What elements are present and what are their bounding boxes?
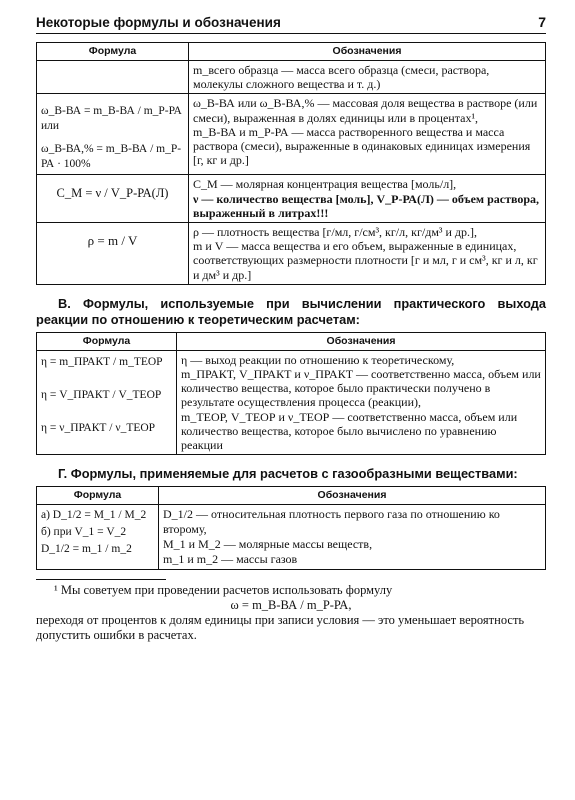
notation-cell xyxy=(159,505,546,570)
gas-masses-text: m_1 и m_2 — массы газов xyxy=(163,552,298,567)
table-row xyxy=(37,175,546,223)
formula-cell xyxy=(37,505,159,570)
molar-concentration-formula: C_M = ν / V_Р-РА(Л) xyxy=(56,186,169,201)
table-row xyxy=(37,223,546,285)
formula-cell xyxy=(37,350,177,454)
formula-cell xyxy=(37,61,189,94)
table-row xyxy=(37,61,546,94)
yield-amount-formula: η = ν_ПРАКТ / ν_ТЕОР xyxy=(41,421,156,434)
column-header-formula: Формула xyxy=(37,332,177,350)
page xyxy=(36,14,546,643)
equal-volume-condition: б) при V_1 = V_2 xyxy=(41,526,127,539)
column-header-notation: Обозначения xyxy=(189,43,546,61)
formula-cell xyxy=(37,94,189,175)
column-header-notation: Обозначения xyxy=(177,332,546,350)
mass-volume-text: m и V — масса вещества и его объем, выраженные в единицах, соответствующих размерности плотности [г и мл, г и см³, кг и л, кг и дм³ и др.] xyxy=(193,239,538,282)
formula-cell xyxy=(37,223,189,285)
mass-fraction-text: ω_В-ВА или ω_В-ВА,% — массовая доля вещества в растворе (или смеси), выраженная в долях единицы или в процентах¹, xyxy=(193,96,538,125)
footnote-divider xyxy=(36,579,166,580)
formula-cell xyxy=(37,175,189,223)
theoretical-text: m_ТЕОР, V_ТЕОР и ν_ТЕОР — соответственно масса, объем или количество вещества, которое было вычислено по уравнению реакции xyxy=(181,409,518,453)
section-b-title: В. Формулы, используемые при вычислении практического выхода реакции по отношению к теоретическим расчетам: xyxy=(36,295,546,327)
table-row xyxy=(37,505,546,570)
yield-volume-formula: η = V_ПРАКТ / V_ТЕОР xyxy=(41,388,162,401)
yield-text: η — выход реакции по отношению к теоретическому, xyxy=(181,352,455,367)
column-header-formula: Формула xyxy=(37,487,159,505)
practical-text: m_ПРАКТ, V_ПРАКТ и ν_ПРАКТ — соответственно масса, объем или количество вещества, которое было практически получено в результате осуществления процесса (реакции), xyxy=(181,367,541,410)
yield-mass-formula: η = m_ПРАКТ / m_ТЕОР xyxy=(41,355,163,368)
page-number: 7 xyxy=(538,14,546,30)
header-title: Некоторые формулы и обозначения xyxy=(36,15,281,30)
footnote-line-2: переходя от процентов к долям единицы при записи условия — это уменьшает вероятность допустить ошибки в расчетах. xyxy=(36,613,525,643)
footnote xyxy=(36,583,546,643)
column-header-formula: Формула xyxy=(37,43,189,61)
section-g-title: Г. Формулы, применяемые для расчетов с газообразными веществами: xyxy=(58,466,518,482)
table-row xyxy=(37,94,546,175)
sample-mass-text: m_всего образца — масса всего образца (смеси, раствора, молекулы сложного вещества и т. д.) xyxy=(193,63,490,92)
density-formula: ρ = m / V xyxy=(87,233,138,249)
notation-cell xyxy=(189,175,546,223)
notation-cell xyxy=(177,350,546,454)
mass-fraction-percent-formula: ω_В-ВА,% = m_В-ВА / m_Р-РА · 100% xyxy=(41,143,182,171)
formula-table-3 xyxy=(36,486,546,570)
footnote-line-1: ¹ Мы советуем при проведении расчетов использовать формулу xyxy=(54,583,393,598)
relative-density-formula: а) D_1/2 = M_1 / M_2 xyxy=(41,509,147,522)
mass-fraction-formula: ω_В-ВА = m_В-ВА / m_Р-РА или xyxy=(41,105,182,133)
notation-cell xyxy=(189,223,546,285)
molar-masses-text: M_1 и M_2 — молярные массы веществ, xyxy=(163,537,373,552)
density-text: ρ — плотность вещества [г/мл, г/см³, кг/л, кг/дм³ и др.], xyxy=(193,225,478,240)
formula-table-2 xyxy=(36,332,546,455)
notation-cell xyxy=(189,61,546,94)
amount-volume-text: ν — количество вещества [моль], V_Р-РА(Л) — объем раствора, выраженный в литрах!!! xyxy=(193,191,540,220)
running-header xyxy=(36,14,546,34)
solute-mass-text: m_В-ВА и m_Р-РА — масса растворенного вещества и масса раствора (смеси), выраженные в одинаковых единицах измерения [г, кг и др.] xyxy=(193,124,531,168)
notation-cell xyxy=(189,94,546,175)
column-header-notation: Обозначения xyxy=(159,487,546,505)
relative-density-text: D_1/2 — относительная плотность первого газа по отношению ко второму, xyxy=(163,507,500,537)
table-row xyxy=(37,350,546,454)
footnote-formula: ω = m_В-ВА / m_Р-РА, xyxy=(230,598,352,613)
molar-concentration-text: C_M — молярная концентрация вещества [моль/л], xyxy=(193,177,457,192)
formula-table-1 xyxy=(36,42,546,285)
mass-ratio-formula: D_1/2 = m_1 / m_2 xyxy=(41,543,132,556)
